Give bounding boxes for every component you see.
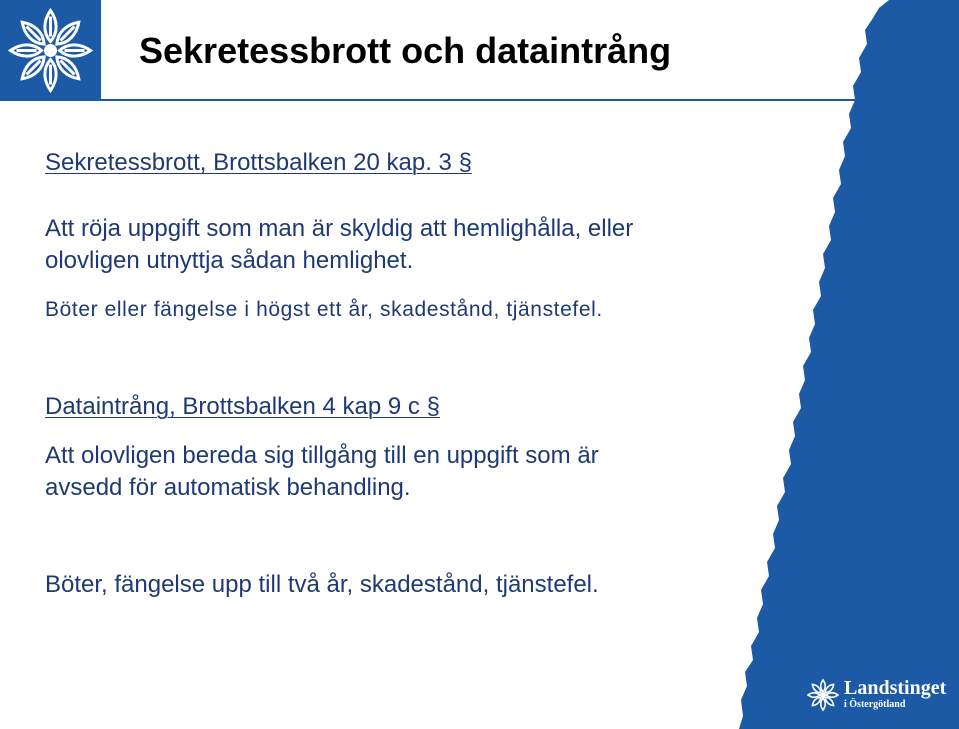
brand-name: Landstinget	[844, 677, 947, 699]
logo-box	[0, 0, 101, 101]
page-title: Sekretessbrott och dataintrång	[139, 30, 672, 71]
decorative-coast-band	[739, 0, 959, 729]
section-2-penalty: Böter, fängelse upp till två år, skadestånd, tjänstefel.	[45, 571, 599, 598]
brand-logo	[806, 676, 956, 716]
brand-subtitle: i Östergötland	[844, 699, 906, 710]
flower-emblem-icon	[0, 0, 101, 101]
section-2-definition-line-2: avsedd för automatisk behandling.	[45, 474, 411, 501]
section-1-definition-line-2: olovligen utnyttja sådan hemlighet.	[45, 247, 414, 274]
section-2-heading: Dataintrång, Brottsbalken 4 kap 9 c §	[45, 393, 440, 420]
section-2-definition-line-1: Att olovligen bereda sig tillgång till en uppgift som är	[45, 442, 599, 469]
section-1-definition-line-1: Att röja uppgift som man är skyldig att hemlighålla, eller	[45, 215, 634, 242]
flower-emblem-icon	[806, 678, 840, 712]
section-1-penalty: Böter eller fängelse i högst ett år, skadestånd, tjänstefel.	[45, 298, 603, 321]
section-1-heading: Sekretessbrott, Brottsbalken 20 kap. 3 §	[45, 149, 472, 176]
